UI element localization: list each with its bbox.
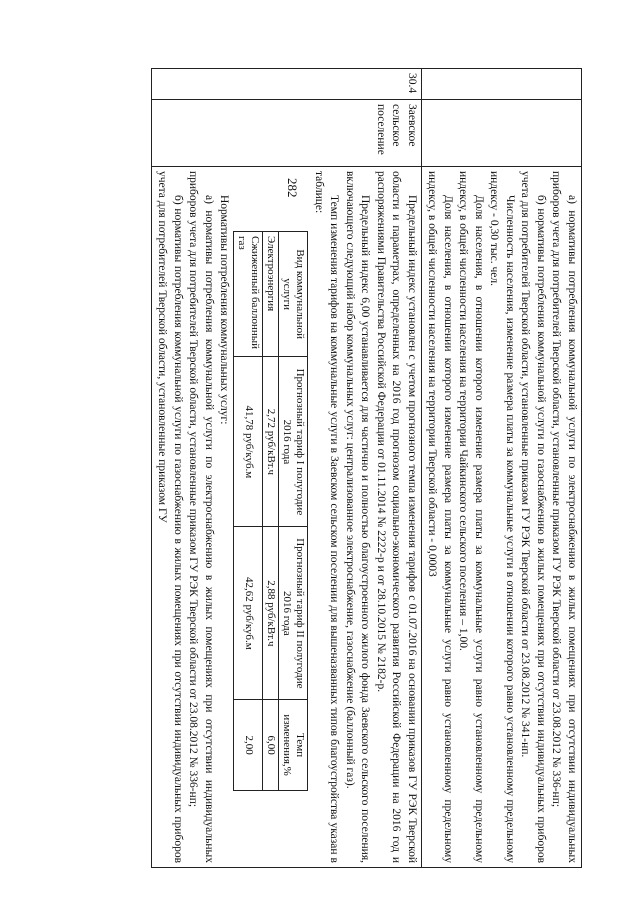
tariff-cell: 41,78 руб/куб.м [234,357,263,527]
tariff-cell: 2,00 [234,700,263,791]
rotated-page-content [82,68,582,868]
tariff-header-cell: Темп изменения,% [279,700,308,791]
description-cell [152,167,422,868]
tariff-header-row [279,232,308,791]
paragraph: Доля населения, в отношении которого изменение размера платы за коммунальные услуги равно установленному предельному индексу, в общей численности населения на территории Чайкинского сельского поселения – 1,00. [457,171,485,863]
paragraph: Нормативы потребления коммунальных услуг: [218,195,231,425]
description-cell [422,167,582,868]
paragraph: б) нормативы потребления коммунальной услуги по газоснабжению в жилых помещениях при отсутствии индивидуальных приборов учета для потребителей Тверской области, установленные приказом ГУ [156,171,184,863]
tariff-cell: Сжиженный баллонный газ [234,232,263,357]
paragraph: а) нормативы потребления коммунальной услуги по электроснабжению в жилых помещениях при отсутствии индивидуальных приборов учета для потребителей Тверской области, установленные приказом ГУ РЭК Тверской области от 23.08.2012 № 336-нп; [550,171,578,863]
tariff-cell: Электроэнергия [263,232,279,357]
tariff-cell: 6,00 [263,700,279,791]
tariff-cell: 2,72 руб/кВт.ч [263,357,279,527]
paragraph: а) нормативы потребления коммунальной услуги по электроснабжению в жилых помещениях при отсутствии индивидуальных приборов учета для потребителей Тверской области, установленные приказом ГУ РЭК Тверской области от 23.08.2012 № 336-нп; [187,171,215,863]
tariff-row [234,232,263,791]
paragraph: Темп изменения тарифов на коммунальные услуги в Заевском сельском поселении для вышеназванных типов благоустройства указан в таблице: [313,171,341,863]
paragraph: Доля населения, в отношении которого изменение размера платы за коммунальные услуги равно установленному предельному индексу, в общей численности населения на территории Тверской области - 0,0003 [426,171,454,863]
table-row [152,69,422,868]
row-number-cell: 30.4 [152,69,422,100]
tariff-table [234,231,309,791]
tariff-cell: 2,88 руб/кВт.ч [263,527,279,700]
tariff-header-cell: Прогнозный тариф II полугодие 2016 года [279,527,308,700]
tariff-header-cell: Вид коммунальной услуги [279,232,308,357]
settlement-name-cell: Заевское сельское поселение [152,100,422,167]
paragraph: Предельный индекс 6,00 устанавливается для частично и полностью благоустроенного жилого фонда Заевского сельского поселения, включающего следующий набор коммунальных услуг: централизованное электроснабжение, газоснабжение (баллонный газ). [344,171,372,863]
tariff-header-cell: Прогнозный тариф I полугодие 2016 года [279,357,308,527]
page-number: 282 [285,178,300,198]
settlement-name-cell [422,100,582,167]
tariff-row [263,232,279,791]
paragraph: б) нормативы потребления коммунальной услуги по газоснабжению в жилых помещениях при отсутствии индивидуальных приборов учета для потребителей Тверской области, установленные приказом ГУ РЭК Тверской области от 23.08.2012 № 341-нп. [519,171,547,863]
tariff-cell: 42,62 руб/куб.м [234,527,263,700]
table-row [422,69,582,868]
paragraph: Предельный индекс установлен с учетом прогнозного темпа изменения тарифов с 01.07.2016 на основании приказов ГУ РЭК Тверской области и параметрах, определенных на 2016 год прогнозом социально-экономического развития Российской Федерации на 2016 год и распоряжениями Правительства Российской Федерации от 01.11.2014 № 2222-р и от 28.10.2015 № 2182-р. [375,171,418,863]
paragraph: Численность населения, изменение размера платы за коммунальные услуги в отношении которого равно установленному предельному индексу - 0,30 тыс. чел. [488,171,516,863]
main-table [151,68,582,868]
row-number-cell [422,69,582,100]
